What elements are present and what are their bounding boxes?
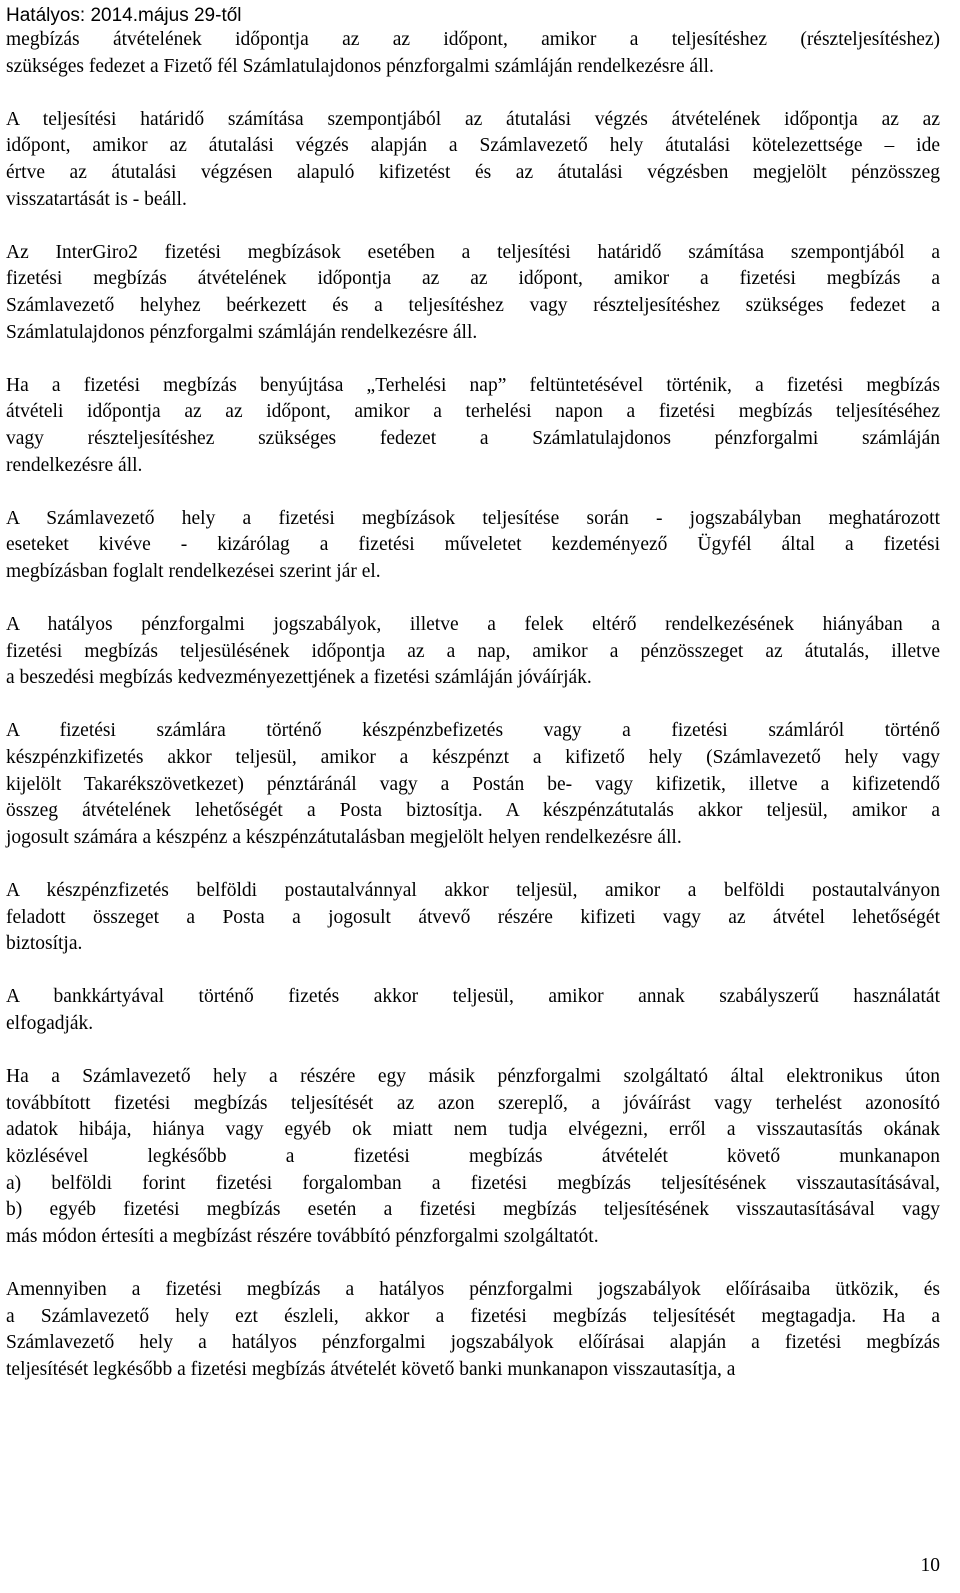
text-line: Számlatulajdonos pénzforgalmi számláján rendelkezésre áll. (6, 321, 478, 343)
text-line: megbízás átvételének időpontja az az időpont, amikor a teljesítéshez (részteljesítéshez) (6, 29, 940, 50)
text-line: a) belföldi forint fizetési forgalomban a fizetési megbízás teljesítésének visszautasításával, (6, 1172, 940, 1194)
paragraph (6, 373, 940, 479)
text-line: Amennyiben a fizetési megbízás a hatályos pénzforgalmi jogszabályok előírásaiba ütközik, és (6, 1278, 940, 1300)
text-line: elfogadják. (6, 1012, 94, 1034)
text-line: vagy részteljesítéshez szükséges fedezet a Számlatulajdonos pénzforgalmi számláján (6, 427, 940, 449)
text-line: Ha a fizetési megbízás benyújtása „Terhelési nap” feltüntetésével történik, a fizetési megbízás (6, 374, 940, 396)
text-line: Az InterGiro2 fizetési megbízások esetében a teljesítési határidő számítása szempontjából a (6, 241, 940, 263)
page-number: 10 (920, 1555, 940, 1576)
text-line: más módon értesíti a megbízást részére továbbító pénzforgalmi szolgáltatót. (6, 1225, 599, 1247)
paragraph (6, 27, 940, 80)
paragraph (6, 984, 940, 1037)
text-line: a Számlavezető hely ezt észleli, akkor a fizetési megbízás teljesítését megtagadja. Ha a (6, 1305, 940, 1327)
text-line: adatok hibája, hiánya vagy egyéb ok miatt nem tudja elvégezni, erről a visszautasítás okának (6, 1119, 940, 1141)
text-line: időpont, amikor az átutalási végzés alapján a Számlavezető hely átutalási kötelezettsége – ide (6, 135, 940, 157)
text-line: kijelölt Takarékszövetkezet) pénztáránál vagy a Postán be- vagy kifizetik, illetve a kifizetendő (6, 773, 940, 795)
text-line: eseteket kivéve - kizárólag a fizetési műveletet kezdeményező Ügyfél által a fizetési (6, 534, 940, 556)
text-line: A hatályos pénzforgalmi jogszabályok, illetve a felek eltérő rendelkezésének hiányában a (6, 614, 940, 636)
text-line: értve az átutalási végzésen alapuló kifizetést és az átutalási végzésben megjelölt pénzösszeg (6, 161, 940, 183)
text-line: teljesítését legkésőbb a fizetési megbízás átvételét követő banki munkanapon visszautasítja, a (6, 1358, 736, 1380)
text-line: A bankkártyával történő fizetés akkor teljesül, amikor annak szabályszerű használatát (6, 986, 940, 1008)
text-line: biztosítja. (6, 933, 83, 955)
paragraph (6, 1064, 940, 1250)
text-line: átvételi időpontja az az időpont, amikor a terhelési napon a fizetési megbízás teljesítéséhez (6, 401, 940, 423)
text-line: feladott összeget a Posta a jogosult átvevő részére kifizeti vagy az átvétel lehetőségét (6, 906, 940, 928)
paragraph (6, 718, 940, 851)
paragraph (6, 612, 940, 692)
text-line: a beszedési megbízás kedvezményezettjének a fizetési számláján jóváírják. (6, 667, 592, 689)
document-body (6, 27, 940, 1410)
text-line: készpénzkifizetés akkor teljesül, amikor a készpénzt a kifizető hely (Számlavezető hely vagy (6, 747, 940, 769)
text-line: fizetési megbízás átvételének időpontja az az időpont, amikor a fizetési megbízás a (6, 268, 940, 290)
paragraph (6, 240, 940, 346)
text-line: Számlavezető helyhez beérkezett és a teljesítéshez vagy részteljesítéshez szükséges fedezet a (6, 294, 940, 316)
paragraph (6, 878, 940, 958)
paragraph (6, 107, 940, 213)
text-line: Ha a Számlavezető hely a részére egy másik pénzforgalmi szolgáltató által elektronikus úton (6, 1066, 940, 1088)
text-line: megbízásban foglalt rendelkezései szerint jár el. (6, 560, 381, 582)
text-line: A Számlavezető hely a fizetési megbízások teljesítése során - jogszabályban meghatározott (6, 507, 940, 529)
text-line: A fizetési számlára történő készpénzbefizetés vagy a fizetési számláról történő (6, 720, 940, 742)
paragraph (6, 506, 940, 586)
text-line: továbbított fizetési megbízás teljesítését az azon szereplő, a jóváírást vagy terhelést azonosító (6, 1092, 940, 1114)
text-line: fizetési megbízás teljesülésének időpontja az a nap, amikor a pénzösszeget az átutalás, illetve (6, 640, 940, 662)
paragraph (6, 1277, 940, 1383)
text-line: közlésével legkésőbb a fizetési megbízás átvételét követő munkanapon (6, 1145, 940, 1167)
text-line: szükséges fedezet a Fizető fél Számlatulajdonos pénzforgalmi számláján rendelkezésre áll. (6, 55, 714, 77)
text-line: A készpénzfizetés belföldi postautalvánnyal akkor teljesül, amikor a belföldi postautalványon (6, 880, 940, 901)
text-line: összeg átvételének lehetőségét a Posta biztosítja. A készpénzátutalás akkor teljesül, amikor a (6, 800, 940, 822)
text-line: rendelkezésre áll. (6, 454, 143, 476)
text-line: Számlavezető hely a hatályos pénzforgalmi jogszabályok előírásai alapján a fizetési megbízás (6, 1332, 940, 1354)
text-line: jogosult számára a készpénz a készpénzátutalásban megjelölt helyen rendelkezésre áll. (6, 826, 682, 848)
text-line: b) egyéb fizetési megbízás esetén a fizetési megbízás teljesítésének visszautasításával vagy (6, 1199, 940, 1221)
effective-date-header: Hatályos: 2014.május 29-től (6, 5, 242, 26)
text-line: A teljesítési határidő számítása szempontjából az átutalási végzés átvételének időpontja az az (6, 108, 940, 130)
text-line: visszatartását is - beáll. (6, 188, 187, 210)
